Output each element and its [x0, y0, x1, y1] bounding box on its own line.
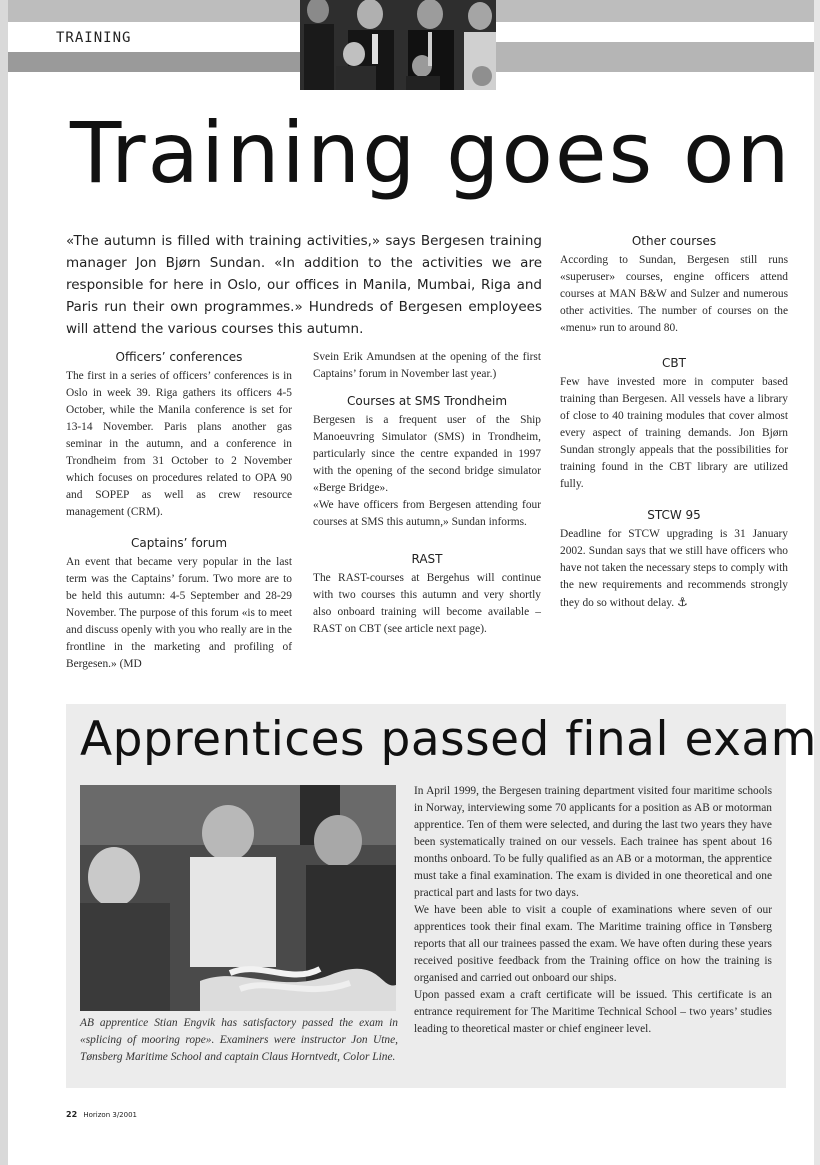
apprentices-text: [414, 783, 772, 1038]
end-mark-icon: ⚓: [676, 595, 688, 609]
apprentices-paragraph-1: In April 1999, the Bergesen training department visited four maritime schools in Norway, interviewing some 70 applicants for a position as AB or motorman apprentice. Ten of them were selected, and during the last two years they have been systematically trained on our vessels. Each trainee has spent about 16 months onboard. To be fully qualified as an AB or a motorman, the apprentice must take a final examination. The exam is divided in one theoretical and one practical part and lasts for two days.: [414, 785, 772, 899]
photo-caption: AB apprentice Stian Engvik has satisfactory passed the exam in «splicing of mooring rope». Examiners were instructor Jon Utne, Tønsberg Maritime School and captain Claus Horntvedt, Color Line.: [80, 1017, 398, 1063]
apprentices-title: Apprentices passed final exam: [80, 712, 817, 767]
group-photo-illustration: [300, 0, 496, 90]
page-number: 22: [66, 1110, 78, 1119]
other-courses-text: According to Sundan, Bergesen still runs «superuser» courses, engine officers attend courses at MAN B&W and Sulzer and numerous other activities. The number of courses on the «menu» run to around 80.: [560, 254, 788, 334]
page-title: Training goes on: [70, 104, 792, 202]
rast-heading: RAST: [411, 552, 443, 566]
rast-text: The RAST-courses at Bergehus will continue with two courses this autumn and very shortly also onboard training will become available – RAST on CBT (see article next page).: [313, 572, 541, 635]
cbt-heading: CBT: [662, 356, 686, 370]
stcw-heading: STCW 95: [647, 508, 701, 522]
captains-forum-text: An event that became very popular in the last term was the Captains’ forum. Two more are to be held this autumn: 4-5 September and 28-29 November. The purpose of this forum «is to meet and discuss openly with you who really are in the frontline in the marketing and profiling of Bergesen.» (MD: [66, 556, 292, 670]
officers-conferences-text: The first in a series of officers’ conferences is in Oslo in week 39. Riga gathers its officers 4-5 October, while the Manila conference is set for 13-14 November. Paris plans another gas seminar in the autumn, and a conference in Trondheim from 31 October to 2 November which focuses on procedures related to OPA 90 and SOPEP as well as crew resource management (CRM).: [66, 370, 292, 518]
sms-trondheim-heading: Courses at SMS Trondheim: [346, 394, 508, 408]
column-3: [560, 233, 788, 612]
header-group-photo: [300, 0, 496, 90]
apprentices-paragraph-3: Upon passed exam a craft certificate will be issued. This certificate is an entrance requirement for The Maritime Technical School – two years’ studies leading to theoretical master or chief engineer level.: [414, 989, 772, 1035]
sms-trondheim-text-1: Bergesen is a frequent user of the Ship Manoeuvring Simulator (SMS) in Trondheim, particularly since the centre expanded in 1997 with the opening of the second bridge simulator «Berge Bridge».: [313, 414, 541, 494]
page-right-edge: [814, 0, 820, 1165]
stcw-text-body: Deadline for STCW upgrading is 31 January 2002. Sundan says that we still have officers who have not taken the necessary steps to comply with the new requirements and recommends strongly they do so without delay.: [560, 528, 788, 609]
sms-trondheim-text-2: «We have officers from Bergesen attending four courses at SMS this autumn,» Sundan informs.: [313, 499, 541, 528]
column-2: [313, 349, 541, 638]
page-left-edge: [0, 0, 8, 1165]
other-courses-heading: Other courses: [631, 234, 717, 248]
header-band-white: [8, 22, 278, 52]
page-footer: [66, 1110, 137, 1119]
apprentices-paragraph-2: We have been able to visit a couple of examinations where seven of our apprentices took their final exam. The Maritime training office in Tønsberg reports that all our trainees passed the exam. We have often during these years received positive feedback from the Training office on how the training is organised and carried out onboard our ships.: [414, 904, 772, 984]
stcw-text: [560, 526, 788, 612]
header-band-right-white: [496, 22, 814, 42]
publication-name: Horizon 3/2001: [83, 1111, 137, 1119]
officers-conferences-heading: Officers’ conferences: [115, 350, 243, 364]
section-label: TRAINING: [56, 30, 132, 46]
apprentice-photo-illustration: [80, 785, 396, 1011]
header-band-right-grey: [496, 42, 814, 72]
column-1: [66, 349, 292, 673]
lead-paragraph: «The autumn is filled with training activities,» says Bergesen training manager Jon Bjørn Sundan. «In addition to the activities we are responsible for here in Oslo, our offices in Manila, Mumbai, Riga and Paris run their own programmes.» Hundreds of Bergesen employees will attend the various courses this autumn.: [66, 233, 542, 337]
captains-forum-continued: Svein Erik Amundsen at the opening of the first Captains’ forum in November last year.): [313, 351, 541, 380]
captains-forum-heading: Captains’ forum: [130, 536, 228, 550]
cbt-text: Few have invested more in computer based training than Bergesen. All vessels have a library of close to 40 training modules that cover almost every aspect of training demands. Jon Bjørn Sundan strongly appeals that the possibilities for training found in the CBT library are utilized fully.: [560, 376, 788, 490]
apprentice-exam-photo: [80, 785, 396, 1011]
